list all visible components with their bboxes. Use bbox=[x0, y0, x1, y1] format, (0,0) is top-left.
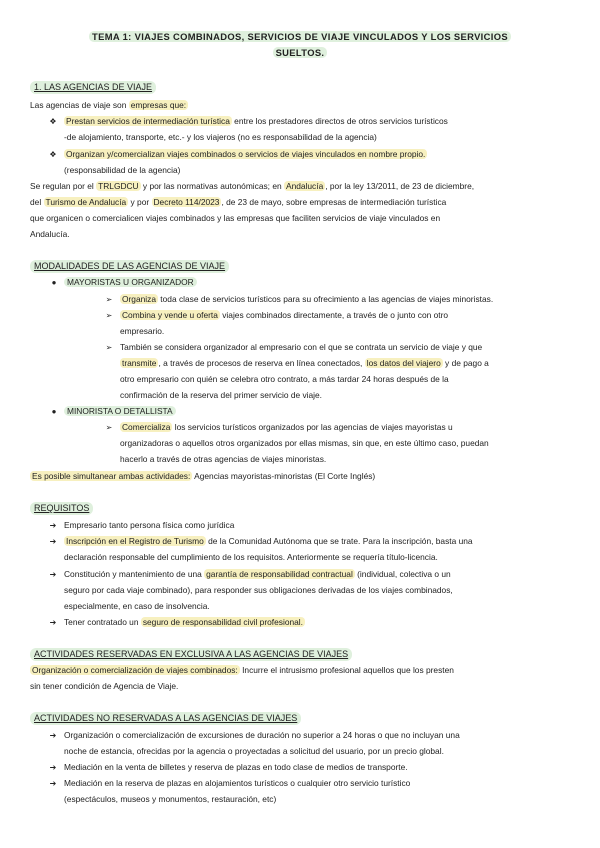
mayorista-item-2 bbox=[120, 309, 448, 322]
no-reservada-1-line2: noche de estancia, ofrecidas por la agencia o proyectadas a solicitud del usuario, por un precio global. bbox=[64, 746, 444, 756]
reg-text: del bbox=[30, 197, 44, 207]
req-hl: Inscripción en el Registro de Turismo bbox=[66, 536, 204, 546]
regulation-line-1 bbox=[30, 180, 474, 193]
item-text: , a través de procesos de reserva en línea conectados, bbox=[158, 358, 365, 368]
intro-line bbox=[30, 99, 188, 112]
minoristas-heading bbox=[64, 405, 176, 418]
bullet-hl: Organizan y/comercializan viajes combinados o servicios de viajes vinculados en nombre propio. bbox=[66, 149, 426, 159]
item-hl: Combina y vende u oferta bbox=[122, 310, 218, 320]
no-reservada-3-line2: (espectáculos, museos y monumentos, restauración, etc) bbox=[64, 794, 277, 804]
section-heading-no-reservadas: ACTIVIDADES NO RESERVADAS A LAS AGENCIAS DE VIAJES bbox=[30, 712, 301, 725]
req-text: (individual, colectiva o un bbox=[354, 569, 451, 579]
section-heading-reservadas: ACTIVIDADES RESERVADAS EN EXCLUSIVA A LAS AGENCIAS DE VIAJES bbox=[30, 648, 352, 661]
arrow-right-icon: ➔ bbox=[49, 618, 57, 627]
requisito-1: Empresario tanto persona física como jurídica bbox=[64, 520, 235, 530]
arrowhead-icon: ➢ bbox=[105, 295, 113, 304]
req-text: Tener contratado un bbox=[64, 617, 141, 627]
title-line-2: SUELTOS. bbox=[273, 47, 328, 58]
reg-text: Se regulan por el bbox=[30, 181, 97, 191]
bullet-organizan bbox=[64, 148, 427, 161]
item-hl: Comercializa bbox=[122, 422, 171, 432]
reservadas-line-2: sin tener condición de Agencia de Viaje. bbox=[30, 681, 179, 691]
regulation-line-2 bbox=[30, 196, 446, 209]
mayoristas-label: MAYORISTAS U ORGANIZADOR bbox=[64, 277, 197, 287]
requisito-4 bbox=[64, 616, 305, 629]
simultanear-line bbox=[30, 470, 375, 483]
reg-text: , por la ley 13/2011, de 23 de diciembre, bbox=[325, 181, 475, 191]
req-text: de la Comunidad Autónoma que se trate. Para la inscripción, basta una bbox=[205, 536, 473, 546]
req-hl: seguro de responsabilidad civil profesional. bbox=[142, 617, 303, 627]
arrowhead-icon: ➢ bbox=[105, 423, 113, 432]
reservadas-line-1 bbox=[30, 664, 454, 677]
mayorista-item-3-line3: otro empresario con quién se celebra otro contrato, a más tardar 24 horas después de la bbox=[120, 374, 449, 384]
section-heading-agencias: 1. LAS AGENCIAS DE VIAJE bbox=[30, 81, 156, 94]
arrow-right-icon: ➔ bbox=[49, 537, 57, 546]
simultanear-text: Agencias mayoristas-minoristas (El Corte Inglés) bbox=[192, 471, 376, 481]
intro-highlight: empresas que: bbox=[130, 100, 187, 110]
bullet-intermediacion bbox=[64, 115, 448, 128]
no-reservada-2: Mediación en la venta de billetes y reserva de plazas en todo clase de medios de transporte. bbox=[64, 762, 408, 772]
mayorista-item-3-line2 bbox=[120, 357, 489, 370]
item-text: los servicios turísticos organizados por las agencias de viajes mayoristas u bbox=[172, 422, 453, 432]
section-heading-requisitos: REQUISITOS bbox=[30, 502, 93, 515]
no-reservada-1: Organización o comercialización de excursiones de duración no superior a 24 horas o que no incluyan una bbox=[64, 730, 460, 740]
intro-text: Las agencias de viaje son bbox=[30, 100, 129, 110]
minorista-item-1-line3: hacerlo a través de otras agencias de viajes minoristas. bbox=[120, 454, 327, 464]
item-hl: transmite bbox=[122, 358, 157, 368]
minorista-item-1 bbox=[120, 421, 453, 434]
mayorista-item-3-line4: confirmación de la reserva del primer servicio de viaje. bbox=[120, 390, 323, 400]
regulation-line-4: Andalucía. bbox=[30, 229, 70, 239]
regulation-line-3: que organicen o comercialicen viajes combinados y las empresas que faciliten servicios de viaje vinculados en bbox=[30, 213, 441, 223]
reg-hl: Turismo de Andalucía bbox=[45, 197, 127, 207]
reg-hl: Andalucía bbox=[285, 181, 324, 191]
bullet-organizan-line2: (responsabilidad de la agencia) bbox=[64, 165, 181, 175]
arrow-right-icon: ➔ bbox=[49, 570, 57, 579]
requisito-2 bbox=[64, 535, 473, 548]
minoristas-label: MINORISTA O DETALLISTA bbox=[64, 406, 176, 416]
diamond-bullet-icon: ❖ bbox=[49, 117, 57, 126]
item-hl: Organiza bbox=[122, 294, 156, 304]
arrow-right-icon: ➔ bbox=[49, 779, 57, 788]
reservadas-hl: Organización o comercialización de viajes combinados: bbox=[32, 665, 238, 675]
item-hl: los datos del viajero bbox=[366, 358, 441, 368]
section-heading-modalidades: MODALIDADES DE LAS AGENCIAS DE VIAJE bbox=[30, 260, 229, 273]
mayorista-item-3: También se considera organizador al empresario con el que se contrata un servicio de viaje y que bbox=[120, 342, 483, 352]
bullet-intermediacion-line2: -de alojamiento, transporte, etc.- y los viajeros (no es responsabilidad de la agencia) bbox=[64, 132, 377, 142]
diamond-bullet-icon: ❖ bbox=[49, 150, 57, 159]
bullet-dot-icon: ● bbox=[51, 278, 57, 287]
reg-text: y por las normativas autonómicas; en bbox=[140, 181, 284, 191]
reg-text: y por bbox=[128, 197, 152, 207]
mayoristas-heading bbox=[64, 276, 197, 289]
item-text: y de pago a bbox=[442, 358, 489, 368]
minorista-item-1-line2: organizadoras o aquellos otros organizados por ellas mismas, sin que, en este último caso, puedan bbox=[120, 438, 489, 448]
document-title bbox=[30, 29, 570, 60]
mayorista-item-2-line2: empresario. bbox=[120, 326, 165, 336]
item-text: toda clase de servicios turísticos para su ofrecimiento a las agencias de viajes minoristas. bbox=[157, 294, 494, 304]
req-hl: garantía de responsabilidad contractual bbox=[206, 569, 353, 579]
reg-hl: Decreto 114/2023 bbox=[153, 197, 220, 207]
no-reservada-3: Mediación en la reserva de plazas en alojamientos turísticos o cualquier otro servicio turístico bbox=[64, 778, 411, 788]
requisito-3-line2: seguro por cada viaje combinado), para responder sus obligaciones derivadas de los viajes combinados, bbox=[64, 585, 453, 595]
arrowhead-icon: ➢ bbox=[105, 311, 113, 320]
arrow-right-icon: ➔ bbox=[49, 731, 57, 740]
bullet-hl: Prestan servicios de intermediación turística bbox=[66, 116, 230, 126]
arrow-right-icon: ➔ bbox=[49, 763, 57, 772]
bullet-dot-icon: ● bbox=[51, 407, 57, 416]
requisito-3-line3: especialmente, en caso de insolvencia. bbox=[64, 601, 210, 611]
mayorista-item-1 bbox=[120, 293, 493, 306]
reg-text: , de 23 de mayo, sobre empresas de intermediación turística bbox=[221, 197, 447, 207]
bullet-text: entre los prestadores directos de otros servicios turísticos bbox=[231, 116, 448, 126]
req-text: Constitución y mantenimiento de una bbox=[64, 569, 205, 579]
item-text: viajes combinados directamente, a través de o junto con otro bbox=[219, 310, 449, 320]
arrowhead-icon: ➢ bbox=[105, 343, 113, 352]
requisito-3 bbox=[64, 568, 451, 581]
title-line-1: TEMA 1: VIAJES COMBINADOS, SERVICIOS DE VIAJE VINCULADOS Y LOS SERVICIOS bbox=[89, 31, 511, 42]
requisito-2-line2: declaración responsable del cumplimiento de los requisitos. Anteriormente se requería título-licencia. bbox=[64, 552, 438, 562]
arrow-right-icon: ➔ bbox=[49, 521, 57, 530]
reservadas-text: Incurre el intrusismo profesional aquellos que los presten bbox=[239, 665, 454, 675]
reg-hl: TRLGDCU bbox=[98, 181, 139, 191]
simultanear-hl: Es posible simultanear ambas actividades: bbox=[32, 471, 191, 481]
